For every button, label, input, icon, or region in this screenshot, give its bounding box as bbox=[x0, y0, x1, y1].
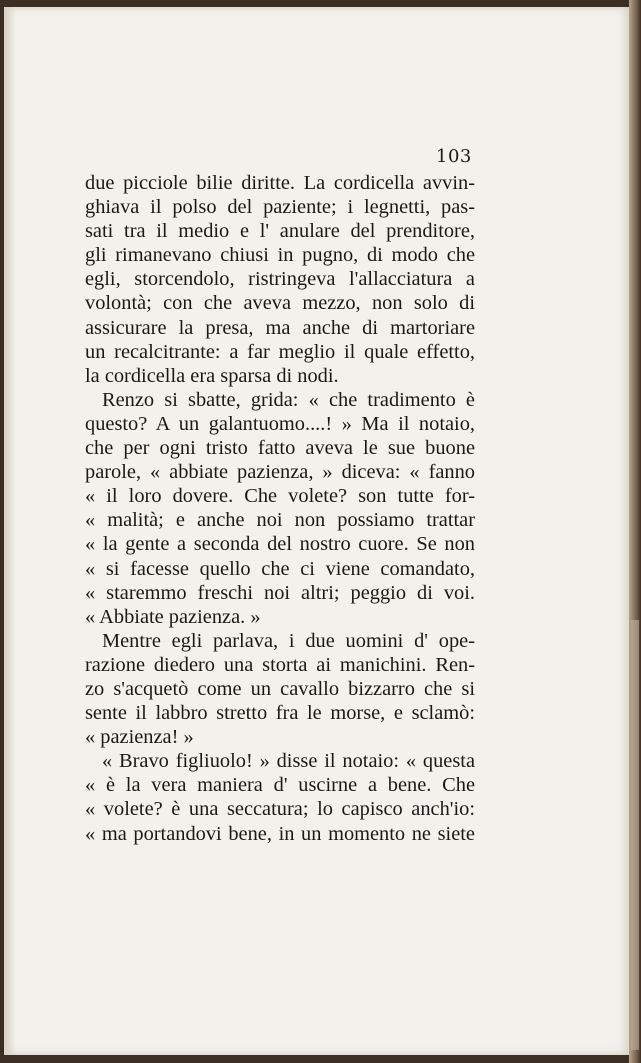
text-line: « ma portandovi bene, in un momento ne siete bbox=[85, 822, 475, 845]
text-line: razione diedero una storta ai manichini. Ren- bbox=[85, 653, 475, 676]
text-line: la cordicella era sparsa di nodi. bbox=[85, 364, 339, 387]
text-line: « si facesse quello che ci viene comandato, bbox=[85, 557, 475, 580]
worn-edge-area bbox=[631, 620, 639, 1050]
page-number: 103 bbox=[436, 146, 472, 167]
text-line: ghiava il polso del paziente; i legnetti, pas- bbox=[85, 196, 475, 219]
text-line: che per ogni tristo fatto aveva le sue buone bbox=[85, 437, 475, 460]
text-line: sente il labbro stretto fra le morse, e sclamò: bbox=[85, 702, 475, 725]
page-top-edge bbox=[0, 0, 641, 7]
text-line: « Abbiate pazienza. » bbox=[85, 605, 261, 628]
text-line: egli, storcendolo, ristringeva l'allacciatura a bbox=[85, 268, 475, 291]
text-line: zo s'acquetò come un cavallo bizzarro che si bbox=[85, 677, 475, 700]
gutter-shadow bbox=[4, 6, 16, 1056]
text-line: gli rimanevano chiusi in pugno, di modo che bbox=[85, 244, 475, 267]
text-line: « Bravo figliuolo! » disse il notaio: « questa bbox=[102, 750, 475, 773]
text-line: assicurare la presa, ma anche di martoriare bbox=[85, 316, 475, 339]
text-line: « il loro dovere. Che volete? son tutte for- bbox=[85, 485, 475, 508]
text-line: volontà; con che aveva mezzo, non solo di bbox=[85, 292, 475, 315]
text-line: « pazienza! » bbox=[85, 726, 194, 749]
text-line: « la gente a seconda del nostro cuore. Se non bbox=[85, 533, 475, 556]
text-line: Renzo si sbatte, grida: « che tradimento è bbox=[102, 388, 475, 411]
text-line: « malità; e anche noi non possiamo trattar bbox=[85, 509, 475, 532]
text-line: « staremmo freschi noi altri; peggio di voi. bbox=[85, 581, 475, 604]
page-bottom-edge bbox=[0, 1055, 641, 1063]
text-line: questo? A un galantuomo....! » Ma il notaio, bbox=[85, 412, 475, 435]
text-line: « volete? è una seccatura; lo capisco anch'io: bbox=[85, 798, 475, 821]
text-line: un recalcitrante: a far meglio il quale effetto, bbox=[85, 340, 475, 363]
text-line: « è la vera maniera d' uscirne a bene. Che bbox=[85, 774, 475, 797]
text-line: due picciole bilie diritte. La cordicella avvin- bbox=[85, 172, 475, 194]
text-line: Mentre egli parlava, i due uomini d' ope- bbox=[102, 629, 475, 652]
text-line: sati tra il medio e l' anulare del prenditore, bbox=[85, 220, 475, 243]
body-text bbox=[85, 171, 475, 846]
text-line: parole, « abbiate pazienza, » diceva: « fanno bbox=[85, 461, 475, 484]
